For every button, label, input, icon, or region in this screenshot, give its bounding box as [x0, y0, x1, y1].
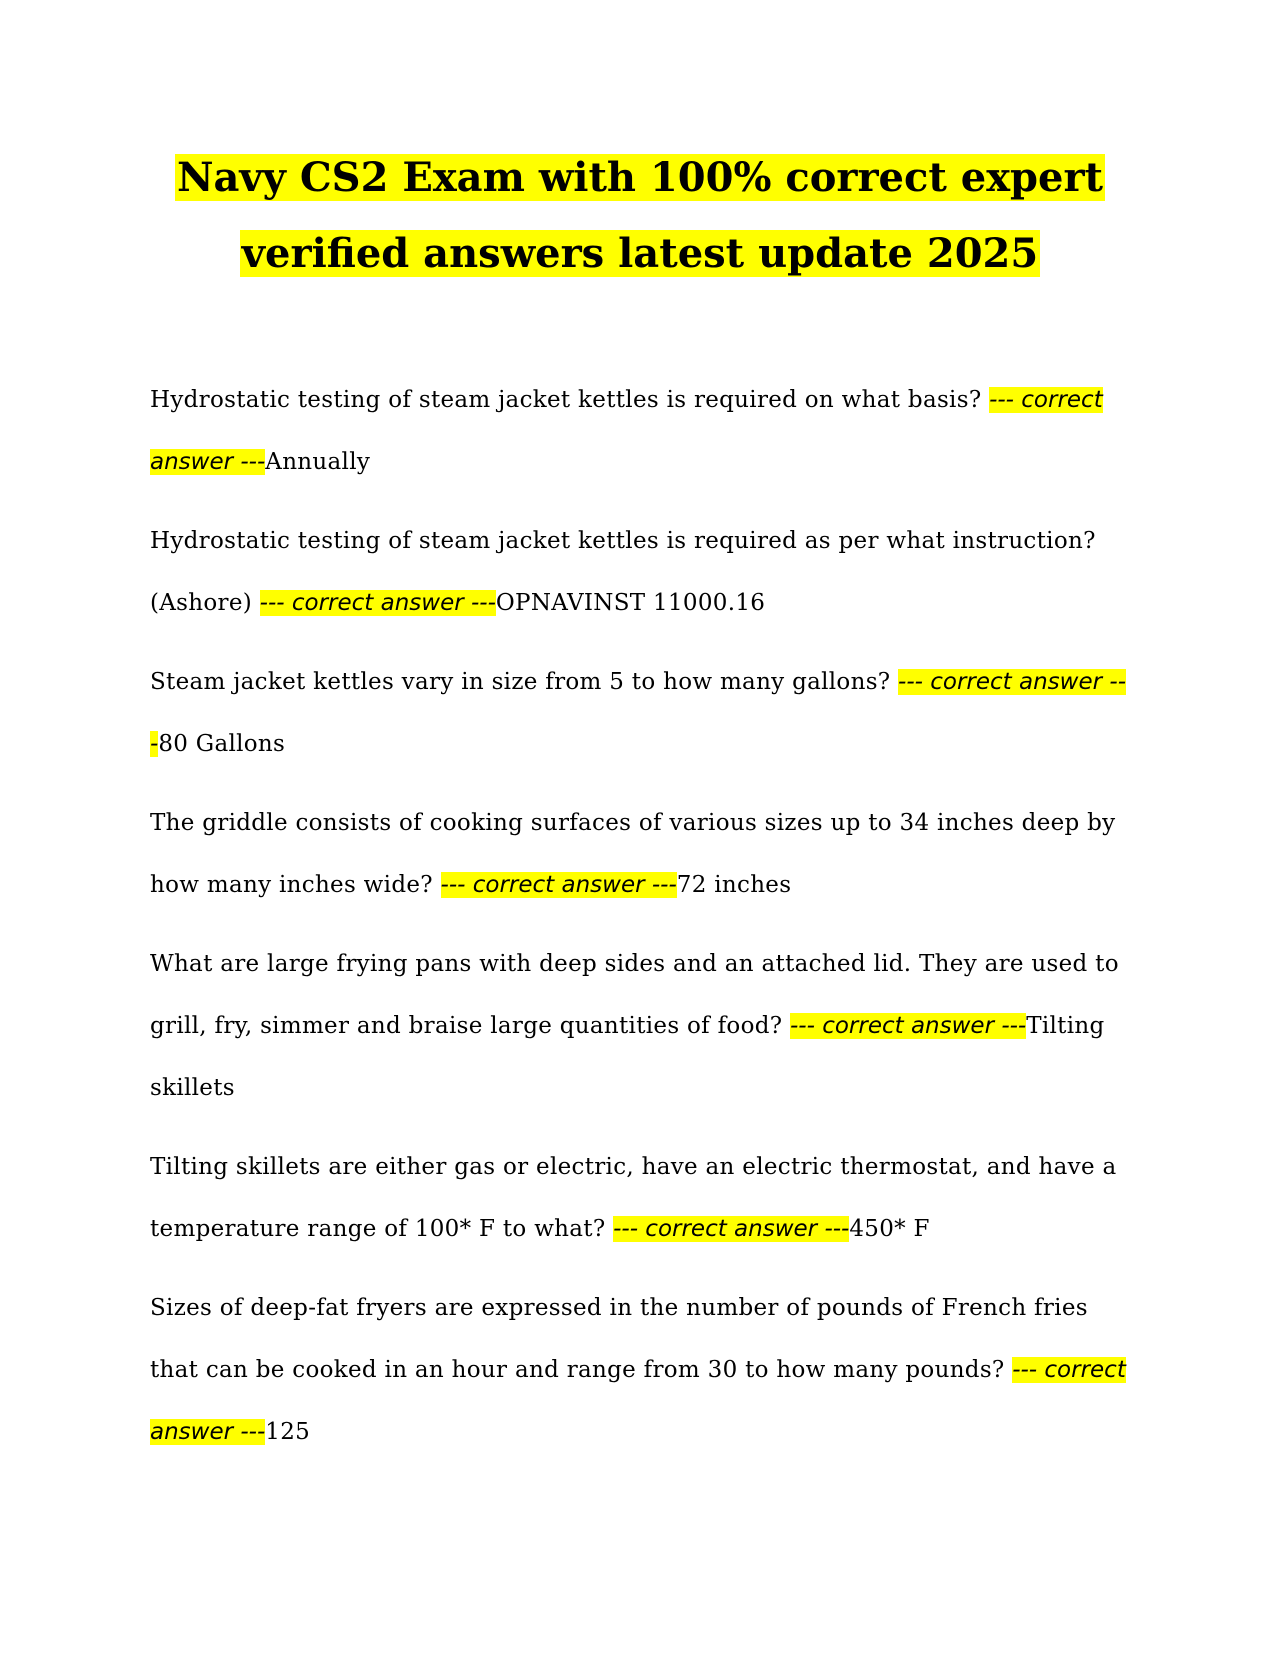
qa-item: [150, 1136, 1140, 1260]
title-line-1: Navy CS2 Exam with 100% correct expert: [176, 154, 1104, 201]
answer-marker: --- correct answer ---: [440, 872, 677, 898]
answer-marker: --- correct answer ---: [150, 1357, 1126, 1445]
answer-marker: --- correct answer ---: [150, 387, 1103, 475]
answer-marker: --- correct answer ---: [789, 1013, 1027, 1039]
qa-item: [150, 1277, 1140, 1463]
title-line-2: verified answers latest update 2025: [241, 230, 1039, 277]
qa-item: [150, 792, 1140, 916]
answer-text: 450* F: [849, 1216, 930, 1242]
question-text: The griddle consists of cooking surfaces of various sizes up to 34 inches deep by how many inches wide?: [150, 810, 1116, 898]
qa-item: [150, 510, 1140, 634]
answer-text: 80 Gallons: [158, 731, 286, 757]
answer-text: 125: [265, 1419, 311, 1445]
question-text: Sizes of deep-fat fryers are expressed in the number of pounds of French fries that can be cooked in an hour and range from 30 to how many pounds?: [150, 1295, 1088, 1383]
question-text: Tilting skillets are either gas or electric, have an electric thermostat, and have a temperature range of 100* F to what?: [150, 1154, 1117, 1242]
question-text: Hydrostatic testing of steam jacket kettles is required as per what instruction? (Ashore): [150, 528, 1096, 616]
qa-item: [150, 369, 1140, 493]
qa-item: [150, 651, 1140, 775]
document-title: [140, 140, 1140, 292]
question-text: Steam jacket kettles vary in size from 5 to how many gallons?: [150, 669, 899, 695]
answer-marker: --- correct answer ---: [259, 590, 496, 616]
qa-item: [150, 933, 1140, 1119]
answer-marker: --- correct answer ---: [150, 669, 1126, 757]
answer-text: OPNAVINST 11000.16: [495, 590, 766, 616]
answer-text: Annually: [265, 449, 371, 475]
qa-list: [150, 369, 1140, 1480]
answer-marker: --- correct answer ---: [613, 1216, 850, 1242]
answer-text: 72 inches: [676, 872, 792, 898]
question-text: Hydrostatic testing of steam jacket kettles is required on what basis?: [150, 387, 990, 413]
question-text: What are large frying pans with deep sides and an attached lid. They are used to grill, fry, simmer and braise large quantities of food?: [150, 951, 1119, 1039]
answer-text: Tilting skillets: [150, 1013, 1105, 1101]
